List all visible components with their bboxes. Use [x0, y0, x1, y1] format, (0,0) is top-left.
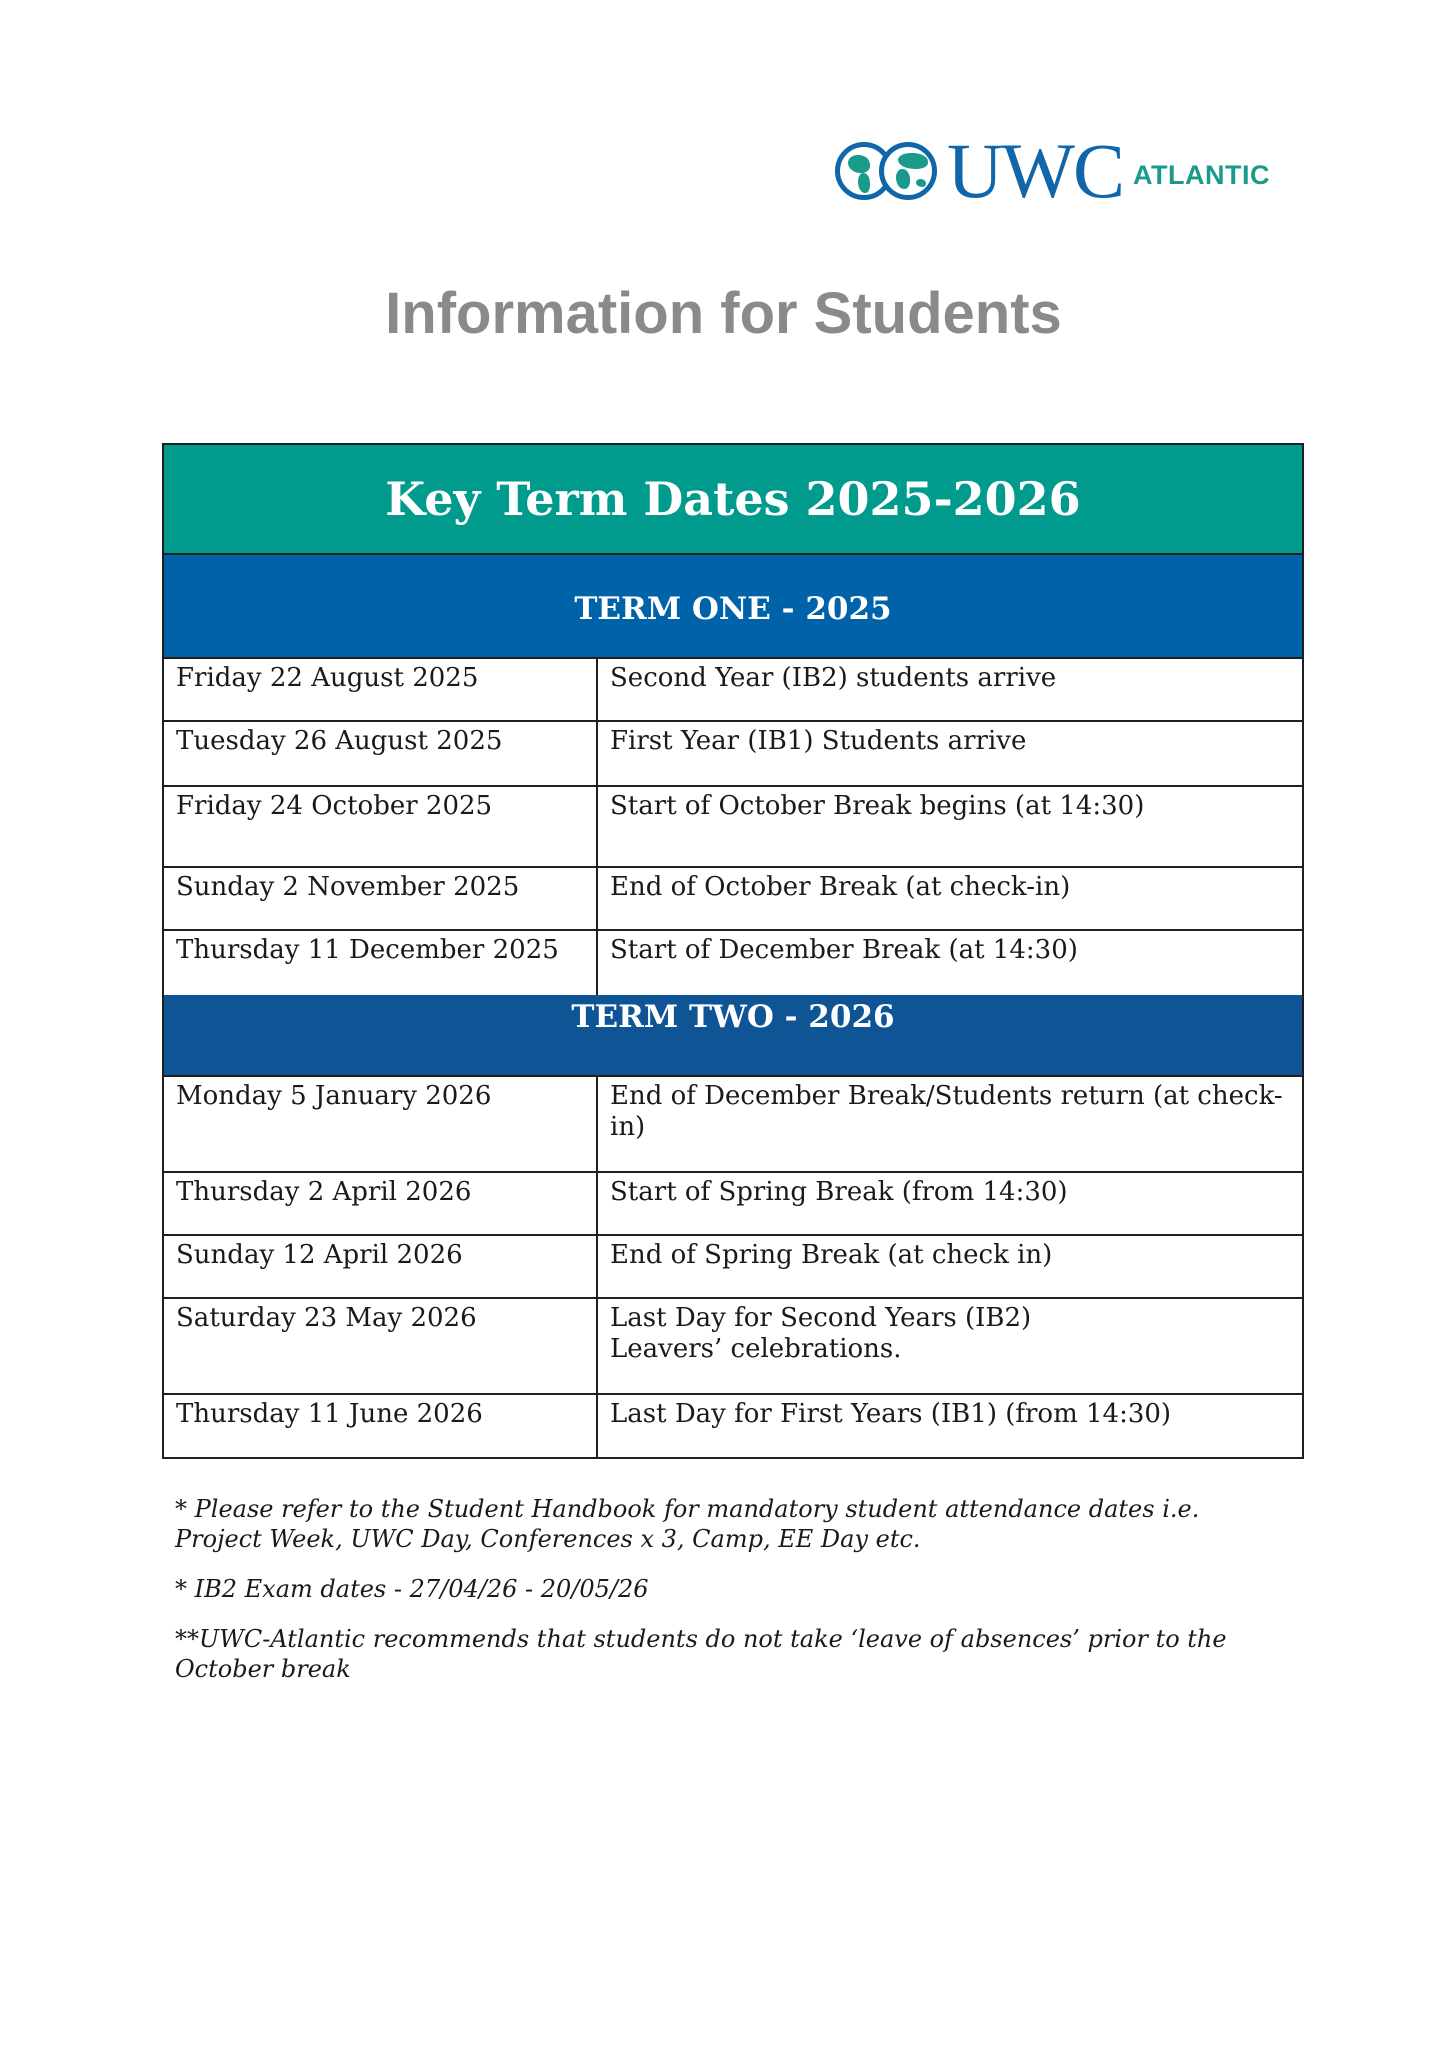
event-cell: [598, 1173, 1302, 1234]
term-two-rows: [164, 1077, 1302, 1457]
logo-wordmark: UWC: [947, 127, 1123, 214]
table-row: [164, 1236, 1302, 1299]
event-text: First Year (IB1) Students arrive: [610, 726, 1027, 756]
footnotes: [175, 1494, 1275, 1704]
date-cell: Thursday 11 December 2025: [164, 931, 598, 995]
term-one-rows: [164, 659, 1302, 995]
term-two-heading: TERM TWO - 2026: [164, 995, 1302, 1077]
page-title: Information for Students: [385, 281, 1062, 346]
date-cell: Friday 22 August 2025: [164, 659, 598, 720]
date-cell: Saturday 23 May 2026: [164, 1299, 598, 1393]
date-cell: Thursday 2 April 2026: [164, 1173, 598, 1234]
table-row: [164, 1077, 1302, 1173]
event-text: Start of October Break begins (at 14:30): [610, 791, 1145, 821]
term-one-heading: TERM ONE - 2025: [164, 555, 1302, 659]
event-cell: [598, 1077, 1302, 1171]
event-text: Last Day for First Years (IB1) (from 14:30): [610, 1399, 1172, 1429]
date-cell: Tuesday 26 August 2025: [164, 722, 598, 785]
event-text: Leavers’ celebrations.: [610, 1334, 902, 1364]
table-row: [164, 787, 1302, 868]
event-cell: [598, 787, 1302, 866]
table-row: [164, 722, 1302, 787]
table-row: [164, 1173, 1302, 1236]
uwc-atlantic-logo: [835, 127, 1285, 214]
event-cell: [598, 659, 1302, 720]
date-cell: Sunday 12 April 2026: [164, 1236, 598, 1297]
date-cell: Monday 5 January 2026: [164, 1077, 598, 1171]
table-title: Key Term Dates 2025-2026: [164, 445, 1302, 555]
date-cell: Friday 24 October 2025: [164, 787, 598, 866]
date-cell: Sunday 2 November 2025: [164, 868, 598, 929]
event-cell: [598, 868, 1302, 929]
footnote-exam-dates: * IB2 Exam dates - 27/04/26 - 20/05/26: [175, 1575, 649, 1603]
event-text: Second Year (IB2) students arrive: [610, 663, 1057, 693]
event-cell: [598, 722, 1302, 785]
twin-globes-icon: [835, 142, 937, 200]
logo-subtitle: ATLANTIC: [1132, 159, 1270, 190]
event-text: End of Spring Break (at check in): [610, 1240, 1053, 1270]
table-row: [164, 1395, 1302, 1457]
event-cell: [598, 1236, 1302, 1297]
event-text: End of December Break/Students return (at check-in): [610, 1081, 1283, 1142]
date-cell: Thursday 11 June 2026: [164, 1395, 598, 1457]
event-text: Start of Spring Break (from 14:30): [610, 1177, 1068, 1207]
event-text: Last Day for Second Years (IB2): [610, 1303, 1032, 1333]
event-cell: [598, 931, 1302, 995]
globe-eurasia-icon: [879, 142, 937, 200]
key-term-dates-table: [162, 443, 1304, 1459]
event-cell: [598, 1299, 1302, 1393]
footnote-leave-of-absence: **UWC-Atlantic recommends that students do not take ‘leave of absences’ prior to the October break: [175, 1625, 1227, 1683]
table-row: [164, 931, 1302, 995]
event-cell: [598, 1395, 1302, 1457]
table-row: [164, 868, 1302, 931]
footnote-handbook: * Please refer to the Student Handbook for mandatory student attendance dates i.e. Project Week, UWC Day, Conferences x 3, Camp, EE Day etc.: [175, 1495, 1200, 1553]
table-row: [164, 1299, 1302, 1395]
event-text: Start of December Break (at 14:30): [610, 935, 1078, 965]
event-text: End of October Break (at check-in): [610, 872, 1071, 902]
table-row: [164, 659, 1302, 722]
